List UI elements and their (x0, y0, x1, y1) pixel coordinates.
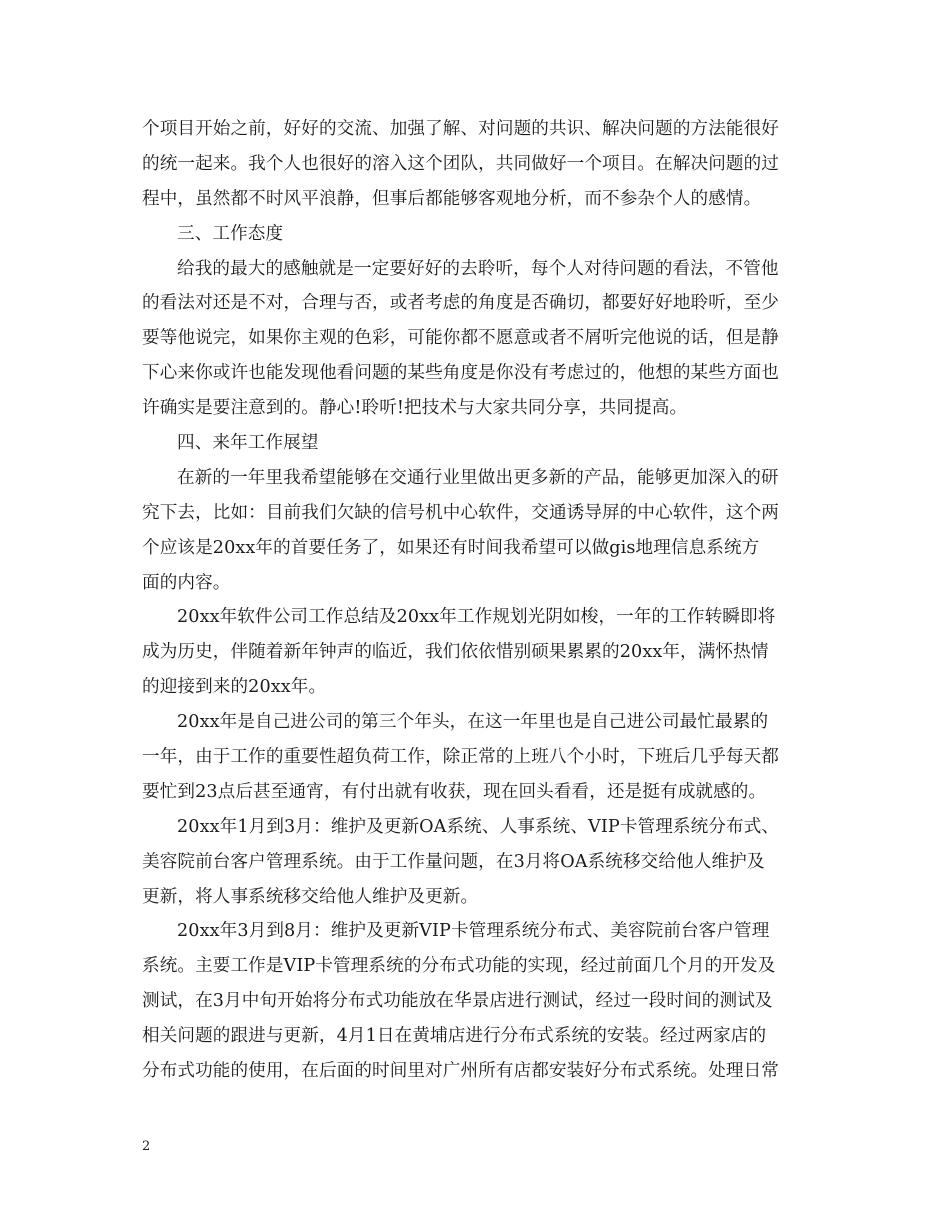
text-line: 一年，由于工作的重要性超负荷工作，除正常的上班八个小时，下班后几乎每天都 (142, 747, 779, 768)
text-line: 更新，将人事系统移交给他人维护及更新。 (142, 886, 479, 907)
text-line: 相关问题的跟进与更新，4月1日在黄埔店进行分布式系统的安装。经过两家店的 (142, 1026, 767, 1047)
text-line: 三、工作态度 (177, 223, 284, 244)
text-line: 面的内容。 (142, 572, 231, 593)
text-line: 的统一起来。我个人也很好的溶入这个团队，共同做好一个项目。在解决问题的过 (142, 153, 779, 174)
text-line: 20xx年是自己进公司的第三个年头，在这一年里也是自己进公司最忙最累的 (177, 712, 769, 733)
text-line: 的迎接到来的20xx年。 (142, 677, 327, 698)
text-line: 给我的最大的感触就是一定要好好的去聆听，每个人对待问题的看法，不管他 (177, 258, 779, 279)
text-line: 分布式功能的使用，在后面的时间里对广州所有店都安装好分布式系统。处理日常 (142, 1061, 779, 1082)
text-line: 许确实是要注意到的。静心!聆听!把技术与大家共同分享，共同提高。 (142, 398, 688, 419)
text-line: 20xx年3月到8月：维护及更新VIP卡管理系统分布式、美容院前台客户管理 (177, 921, 770, 942)
text-line: 要等他说完，如果你主观的色彩，可能你都不愿意或者不屑听完他说的话，但是静 (142, 328, 779, 349)
text-line: 的看法对还是不对，合理与否，或者考虑的角度是否确切，都要好好地聆听，至少 (142, 293, 779, 314)
document-body (142, 112, 818, 1089)
text-line: 个应该是20xx年的首要任务了，如果还有时间我希望可以做gis地理信息系统方 (142, 537, 760, 558)
page-number: 2 (142, 1139, 151, 1154)
text-line: 美容院前台客户管理系统。由于工作量问题，在3月将OA系统移交给他人维护及 (142, 851, 765, 872)
text-line: 下心来你或许也能发现他看问题的某些角度是你没有考虑过的，他想的某些方面也 (142, 363, 779, 384)
text-line: 20xx年软件公司工作总结及20xx年工作规划光阴如梭，一年的工作转瞬即将 (177, 607, 776, 628)
text-line: 四、来年工作展望 (177, 433, 319, 454)
text-line: 测试，在3月中旬开始将分布式功能放在华景店进行测试，经过一段时间的测试及 (142, 991, 773, 1012)
text-line: 个项目开始之前，好好的交流、加强了解、对问题的共识、解决问题的方法能很好 (142, 119, 779, 139)
text-line: 要忙到23点后甚至通宵，有付出就有收获，现在回头看看，还是挺有成就感的。 (142, 781, 767, 802)
text-line: 成为历史，伴随着新年钟声的临近，我们依依惜别硕果累累的20xx年，满怀热情 (142, 642, 769, 663)
text-line: 20xx年1月到3月：维护及更新OA系统、人事系统、VIP卡管理系统分布式、 (177, 816, 780, 837)
text-line: 究下去，比如：目前我们欠缺的信号机中心软件，交通诱导屏的中心软件，这个两 (142, 502, 779, 523)
text-line: 系统。主要工作是VIP卡管理系统的分布式功能的实现，经过前面几个月的开发及 (142, 956, 776, 977)
text-line: 程中，虽然都不时风平浪静，但事后都能够客观地分析，而不参杂个人的感情。 (142, 188, 762, 209)
text-line: 在新的一年里我希望能够在交通行业里做出更多新的产品，能够更加深入的研 (177, 467, 779, 488)
